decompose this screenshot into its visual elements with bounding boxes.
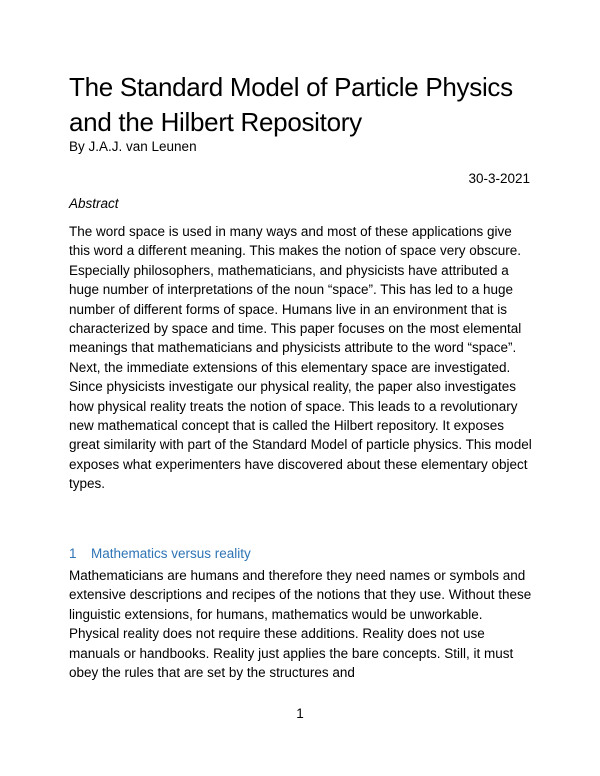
- document-title: The Standard Model of Particle Physics and the Hilbert Repository: [69, 72, 513, 137]
- document-date: 30-3-2021: [468, 171, 530, 186]
- section-paragraph: Mathematicians are humans and therefore they need names or symbols and extensive descriptions and recipes of the notions that they use. Without these linguistic extensions, for humans, mathematics would be unworkable. Physical reality does not require these additions. Reality does not use manuals or handbooks. Reality just applies the bare concepts. Still, it must obey the rules that are set by the structures and: [69, 568, 532, 681]
- section-heading: [69, 545, 251, 563]
- page-number: 1: [296, 706, 304, 721]
- abstract-paragraph: The word space is used in many ways and most of these applications give this word a different meaning. This makes the notion of space very obscure. Especially philosophers, mathematicians, and physicists have attributed a huge number of interpretations of the noun “space”. This has led to a huge number of different forms of space. Humans live in an environment that is characterized by space and time. This paper focuses on the most elemental meanings that mathematicians and physicists attribute to the word “space”. Next, the immediate extensions of this elementary space are investigated. Since physicists investigate our physical reality, the paper also investigates how physical reality treats the notion of space. This leads to a revolutionary new mathematical concept that is called the Hilbert repository. It exposes great similarity with part of the Standard Model of particle physics. This model exposes what experimenters have discovered about these elementary object types.: [69, 224, 532, 492]
- author-line: By J.A.J. van Leunen: [69, 139, 197, 154]
- abstract-heading: Abstract: [69, 196, 119, 211]
- section-title: Mathematics versus reality: [91, 546, 251, 561]
- section-number: 1: [69, 546, 77, 561]
